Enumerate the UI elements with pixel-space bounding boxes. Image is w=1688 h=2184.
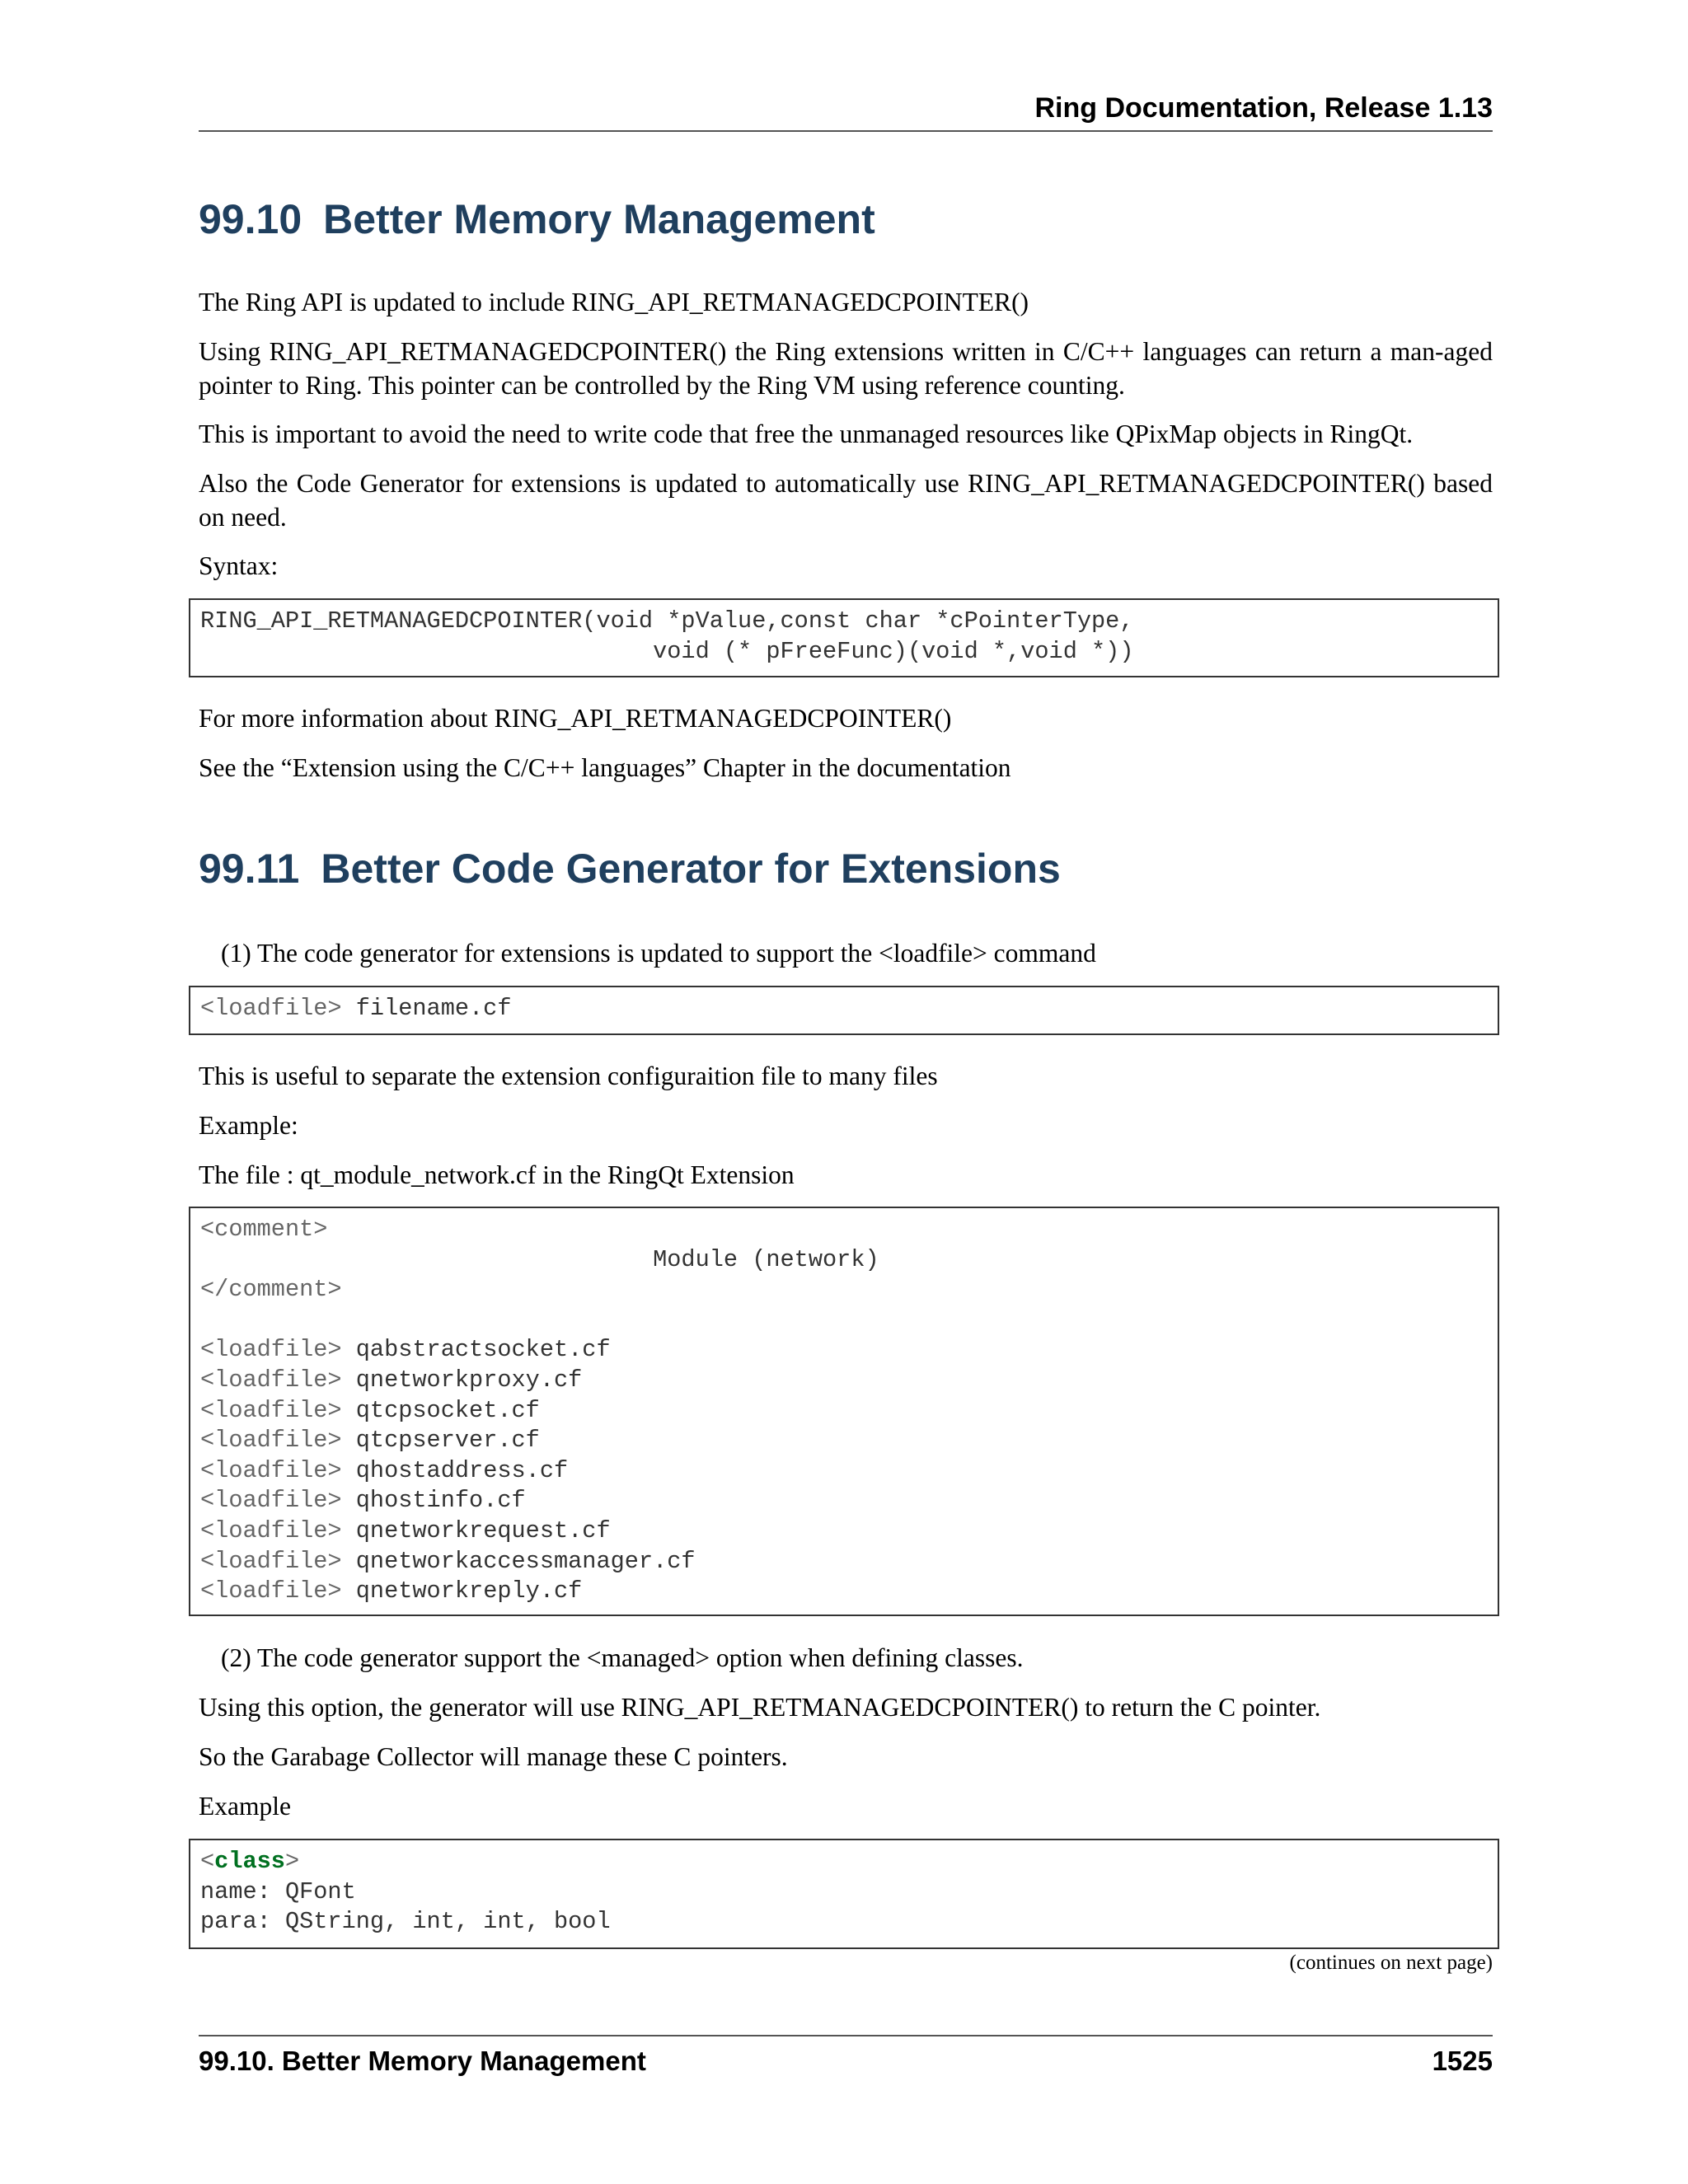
paragraph: Using this option, the generator will use RING_API_RETMANAGEDCPOINTER() to return the C pointer. <box>199 1693 1321 1722</box>
paragraph: See the “Extension using the C/C++ languages” Chapter in the documentation <box>199 753 1011 782</box>
paragraph: The Ring API is updated to include RING_API_RETMANAGEDCPOINTER() <box>199 288 1029 316</box>
code-tag: <loadfile> <box>200 995 342 1022</box>
section-number: 99.11 <box>199 846 300 892</box>
code-line: para: QString, int, int, bool <box>200 1908 611 1936</box>
code-text: qtcpsocket.cf <box>355 1396 540 1424</box>
code-text: qnetworkproxy.cf <box>355 1366 583 1394</box>
code-tag: < <box>200 1848 215 1875</box>
paragraph: Using RING_API_RETMANAGEDCPOINTER() the Ring extensions written in C/C++ languages can return a man-aged pointer to Ring. This pointer can be controlled by the Ring VM using reference counting. <box>199 337 1493 400</box>
paragraph: This is useful to separate the extension configuraition file to many files <box>199 1062 938 1090</box>
code-tag: <comment> <box>200 1216 328 1243</box>
code-tag: <loadfile> <box>200 1456 342 1484</box>
section-heading-code-generator <box>199 846 1061 892</box>
code-tag: <loadfile> <box>200 1427 342 1455</box>
paragraph: For more information about RING_API_RETMANAGEDCPOINTER() <box>199 704 952 733</box>
continues-note: (continues on next page) <box>1289 1952 1493 1974</box>
code-tag: <loadfile> <box>200 1547 342 1575</box>
code-text: qhostaddress.cf <box>355 1456 569 1484</box>
page-number: 1525 <box>1432 2046 1493 2076</box>
code-tag: <loadfile> <box>200 1396 342 1424</box>
section-title: Better Memory Management <box>323 196 875 242</box>
list-item: (1) The code generator for extensions is updated to support the <loadfile> command <box>221 939 1096 968</box>
footer-section-title: 99.10. Better Memory Management <box>199 2046 646 2076</box>
code-text: qnetworkrequest.cf <box>355 1516 611 1544</box>
code-text: qhostinfo.cf <box>355 1487 526 1515</box>
code-line: RING_API_RETMANAGEDCPOINTER(void *pValue,const char *cPointerType, <box>200 607 1134 635</box>
code-text: filename.cf <box>341 995 512 1022</box>
code-tag: > <box>284 1848 300 1875</box>
code-text: qtcpserver.cf <box>355 1427 540 1455</box>
code-block-network-module <box>189 1207 1499 1616</box>
code-block-loadfile <box>189 986 1499 1035</box>
code-line: void (* pFreeFunc)(void *,void *)) <box>200 637 1134 665</box>
section-title: Better Code Generator for Extensions <box>321 846 1061 892</box>
paragraph: The file : qt_module_network.cf in the RingQt Extension <box>199 1160 795 1189</box>
code-block-syntax <box>189 598 1499 677</box>
code-text: qnetworkreply.cf <box>355 1577 583 1605</box>
code-tag: <loadfile> <box>200 1516 342 1544</box>
paragraph: Also the Code Generator for extensions is updated to automatically use RING_API_RETMANAGEDCPOINTER() based on need. <box>199 469 1493 532</box>
code-block-class-example <box>189 1839 1499 1949</box>
code-line: name: QFont <box>200 1877 356 1905</box>
code-tag: <loadfile> <box>200 1487 342 1515</box>
code-text: qnetworkaccessmanager.cf <box>355 1547 696 1575</box>
code-text: qabstractsocket.cf <box>355 1336 611 1364</box>
section-number: 99.10 <box>199 196 302 242</box>
section-heading-memory-management <box>199 196 875 242</box>
paragraph: So the Garabage Collector will manage these C pointers. <box>199 1742 788 1771</box>
example-label: Example <box>199 1792 291 1821</box>
list-item: (2) The code generator support the <managed> option when defining classes. <box>221 1643 1024 1672</box>
example-label: Example: <box>199 1111 298 1140</box>
code-tag: </comment> <box>200 1276 342 1304</box>
code-text: Module (network) <box>200 1245 879 1273</box>
paragraph: This is important to avoid the need to write code that free the unmanaged resources like QPixMap objects in RingQt. <box>199 419 1414 448</box>
code-keyword: class <box>214 1848 285 1875</box>
code-tag: <loadfile> <box>200 1577 342 1605</box>
code-tag: <loadfile> <box>200 1336 342 1364</box>
running-header: Ring Documentation, Release 1.13 <box>1034 92 1493 124</box>
footer-rule <box>199 2035 1493 2036</box>
code-tag: <loadfile> <box>200 1366 342 1394</box>
syntax-label: Syntax: <box>199 551 279 580</box>
header-rule <box>199 130 1493 132</box>
